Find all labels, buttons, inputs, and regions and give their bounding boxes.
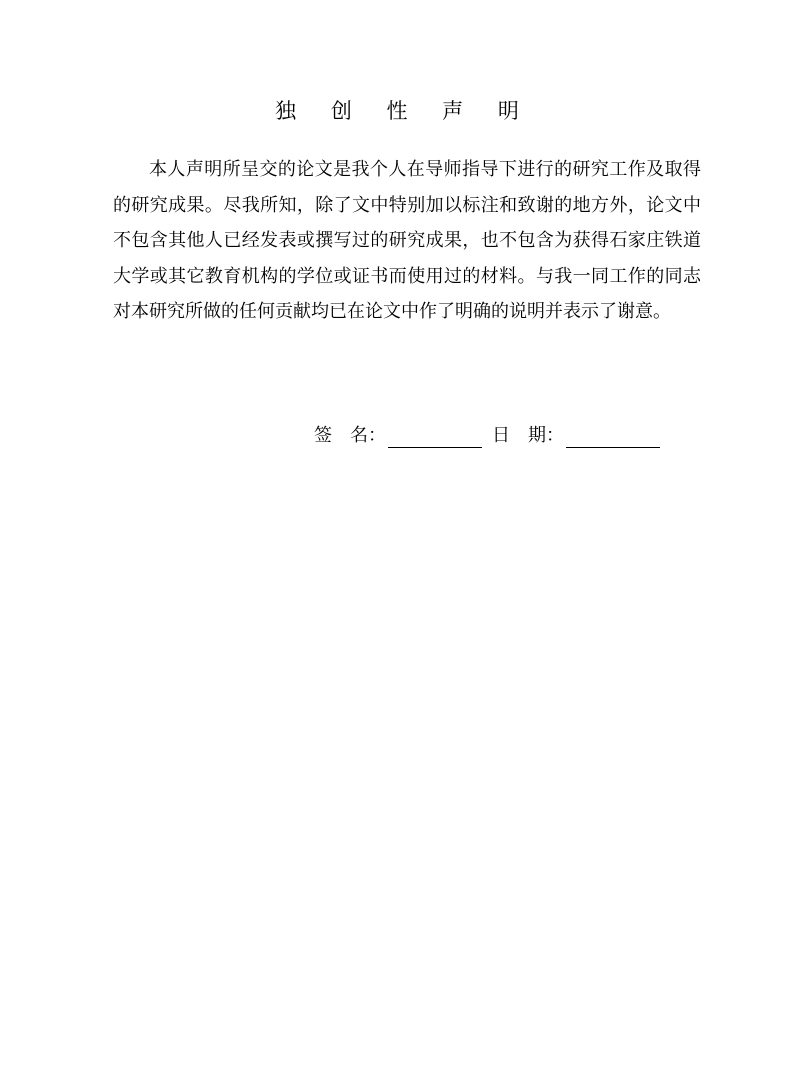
date-line[interactable] bbox=[566, 427, 660, 448]
page-title: 独 创 性 声 明 bbox=[275, 99, 533, 123]
signature-row bbox=[314, 424, 660, 448]
declaration-paragraph: 本人声明所呈交的论文是我个人在导师指导下进行的研究工作及取得的研究成果。尽我所知，除了文中特别加以标注和致谢的地方外，论文中不包含其他人已经发表或撰写过的研究成果，也不包含为获得石家庄铁道大学或其它教育机构的学位或证书而使用过的材料。与我一同工作的同志对本研究所做的任何贡献均已在论文中作了明确的说明并表示了谢意。 bbox=[113, 159, 701, 322]
date-label: 日 期： bbox=[492, 425, 564, 446]
signature-label: 签 名： bbox=[314, 425, 386, 446]
signature-line[interactable] bbox=[388, 427, 482, 448]
